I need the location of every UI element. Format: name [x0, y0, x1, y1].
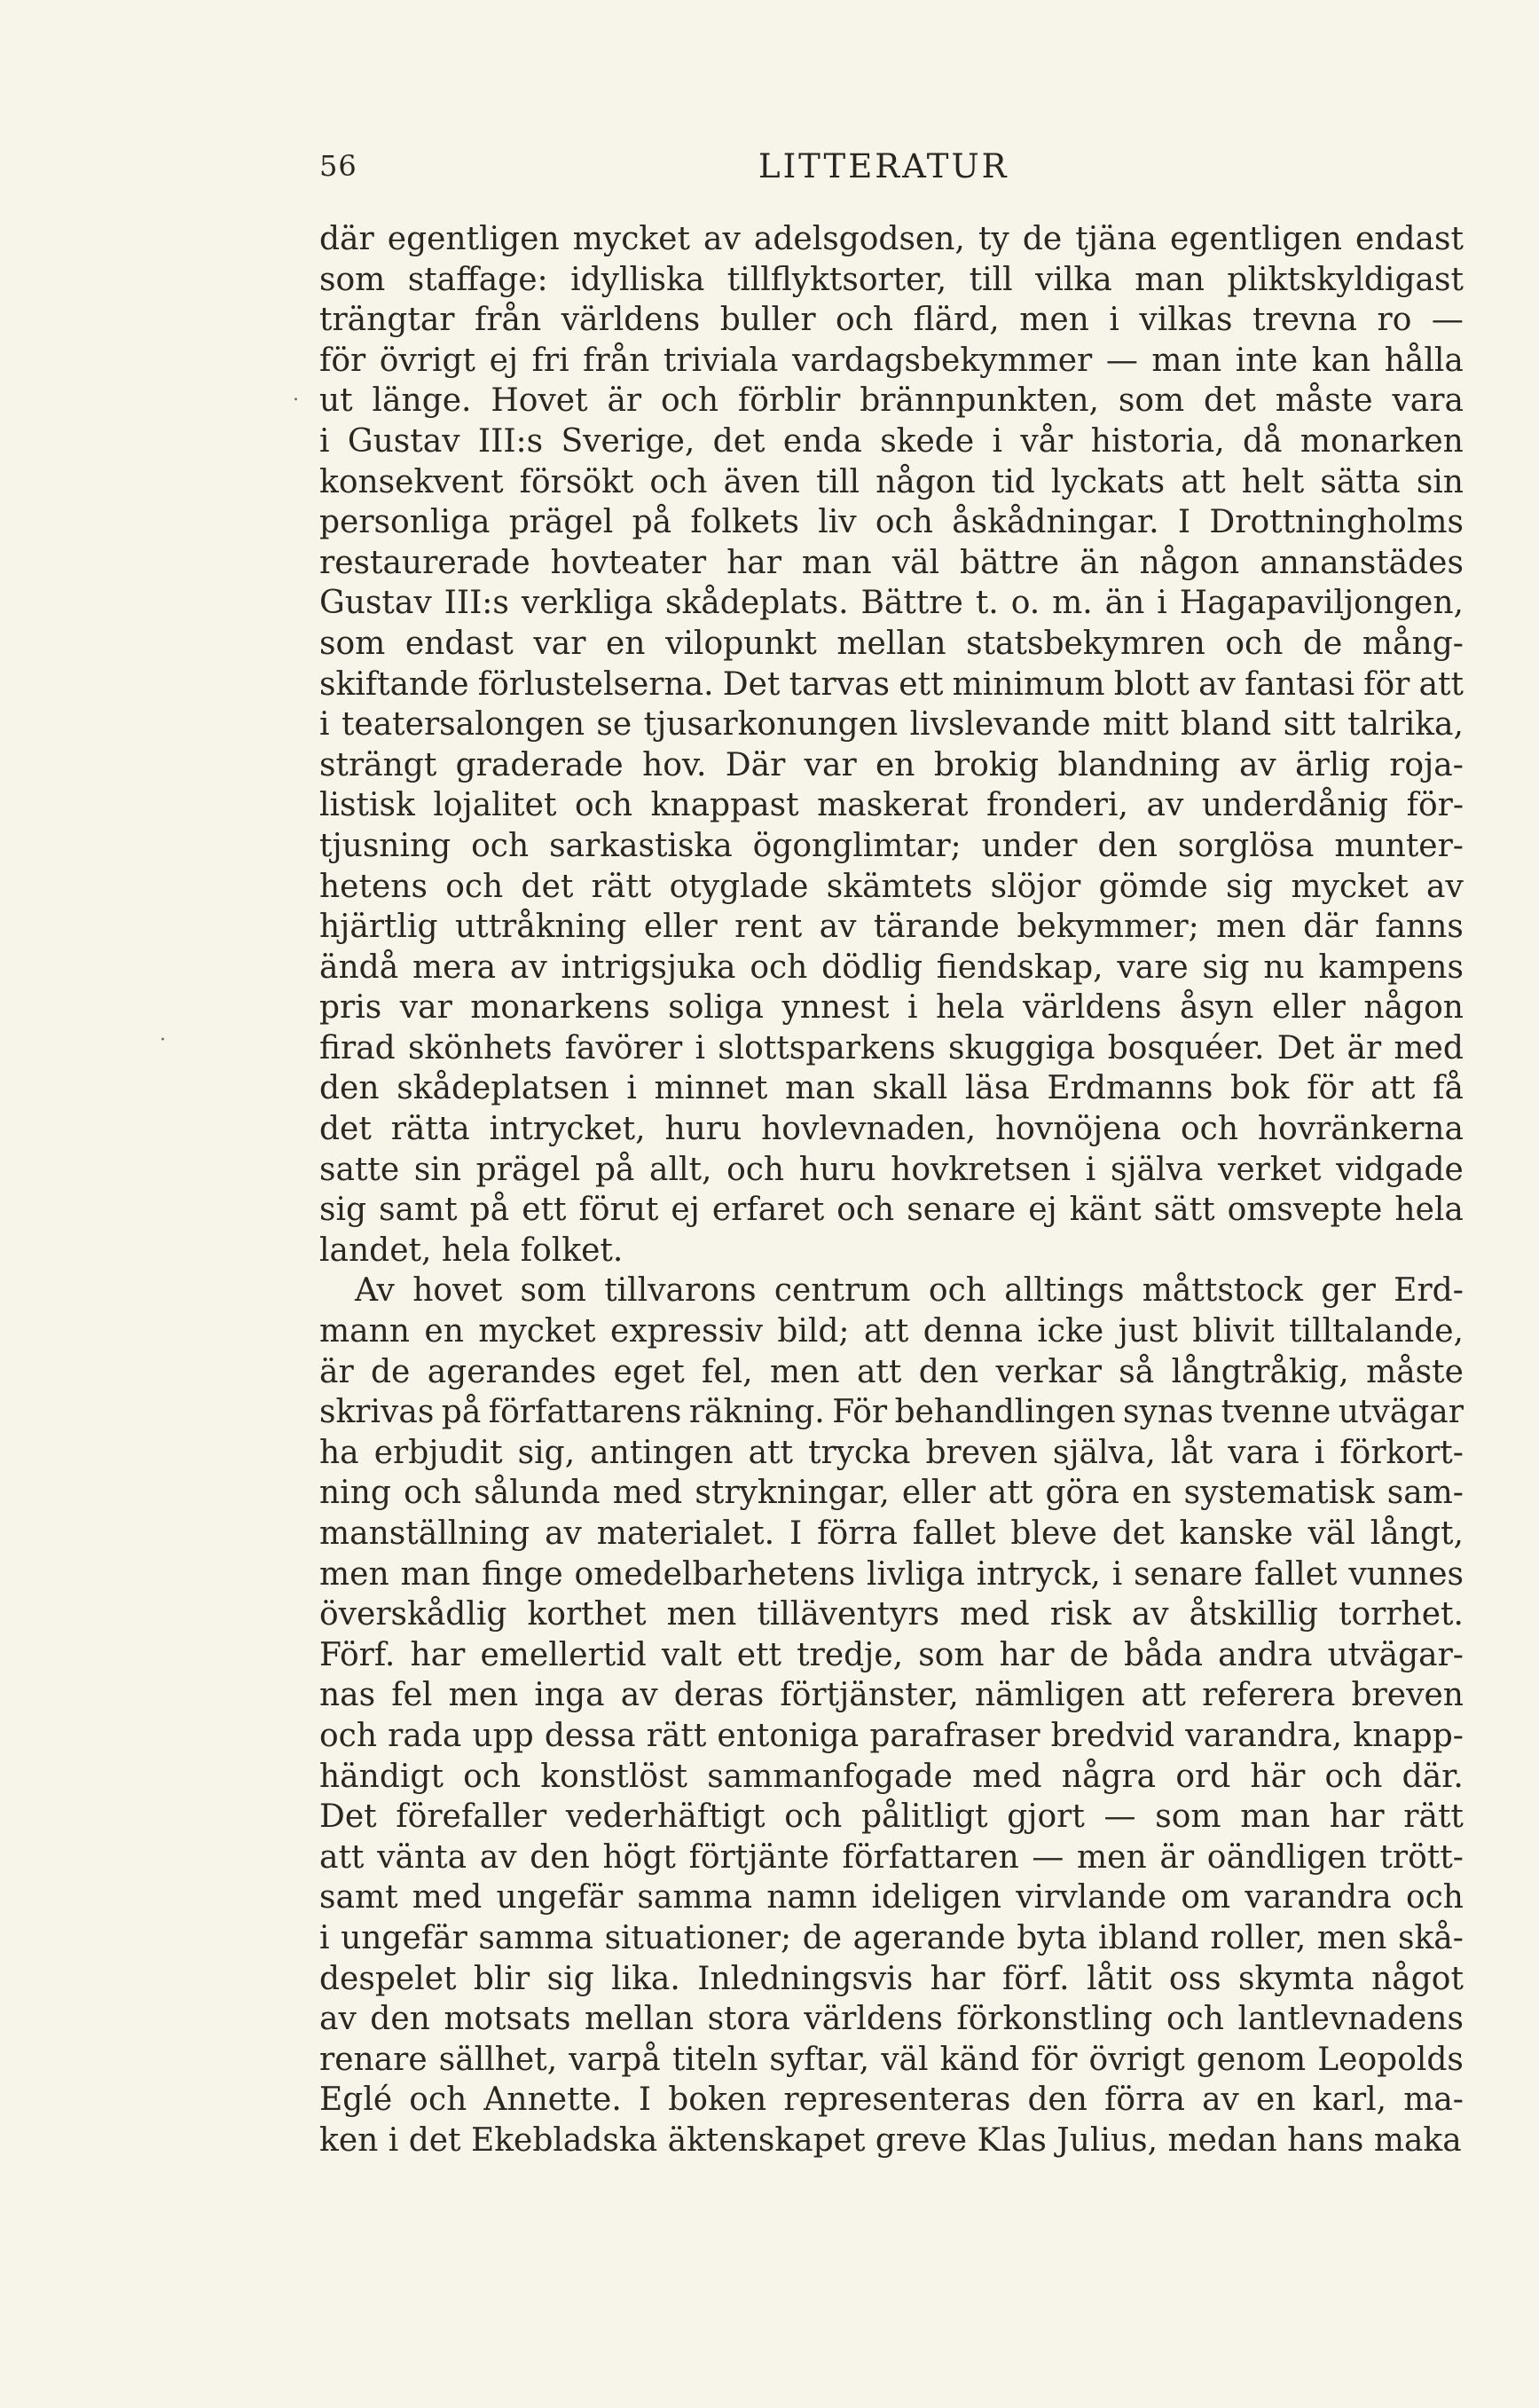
- text-line: i teatersalongen se tjusarkonungen livslevande mitt bland sitt talrika,: [319, 706, 1464, 744]
- text-line: personliga prägel på folkets liv och åskådningar. I Drottningholms: [319, 504, 1464, 541]
- text-line: strängt graderade hov. Där var en brokig blandning av ärlig roja-: [319, 746, 1464, 783]
- text-line: i ungefär samma situationer; de agerande byta ibland roller, men skå-: [319, 1919, 1464, 1956]
- text-line: Förf. har emellertid valt ett tredje, som har de båda andra utvägar-: [319, 1636, 1464, 1673]
- text-line: Eglé och Annette. I boken representeras den förra av en karl, ma-: [319, 2081, 1464, 2119]
- text-line: konsekvent försökt och även till någon tid lyckats att helt sätta sin: [319, 463, 1464, 500]
- text-line: ken i det Ekebladska äktenskapet greve Klas Julius, medan hans maka: [319, 2121, 1462, 2159]
- margin-mark: .: [293, 383, 299, 405]
- text-line: ha erbjudit sig, antingen att trycka breven själva, låt vara i förkort-: [319, 1434, 1464, 1471]
- text-line: som endast var en vilopunkt mellan statsbekymren och de mång-: [319, 625, 1464, 662]
- text-line: och rada upp dessa rätt entoniga parafraser bredvid varandra, knapp-: [319, 1717, 1464, 1754]
- text-line: det rätta intrycket, huru hovlevnaden, hovnöjena och hovränkerna: [319, 1111, 1464, 1148]
- text-line: ning och sålunda med strykningar, eller att göra en systematisk sam-: [319, 1475, 1464, 1512]
- text-line: tjusning och sarkastiska ögonglimtar; under den sorglösa munter-: [319, 827, 1464, 864]
- text-line: trängtar från världens buller och flärd, men i vilkas trevna ro —: [319, 302, 1464, 339]
- text-line: satte sin prägel på allt, och huru hovkretsen i själva verket vidgade: [319, 1151, 1464, 1188]
- text-line: skiftande förlustelserna. Det tarvas ett minimum blott av fantasi för att: [319, 665, 1464, 703]
- text-line: restaurerade hovteater har man väl bättre än någon annanstädes: [319, 544, 1464, 581]
- text-line: är de agerandes eget fel, men att den verkar så långtråkig, måste: [319, 1353, 1464, 1390]
- text-line: men man finge omedelbarhetens livliga intryck, i senare fallet vunnes: [319, 1555, 1464, 1593]
- text-line: den skådeplatsen i minnet man skall läsa Erdmanns bok för att få: [319, 1070, 1464, 1107]
- margin-mark: ·: [160, 1029, 166, 1051]
- text-line: ändå mera av intrigsjuka och dödlig fiendskap, vare sig nu kampens: [319, 948, 1464, 986]
- text-line: samt med ungefär samma namn ideligen virvlande om varandra och: [319, 1879, 1464, 1916]
- text-line: Det förefaller vederhäftigt och pålitligt gjort — som man har rätt: [319, 1798, 1464, 1836]
- text-line: pris var monarkens soliga ynnest i hela världens åsyn eller någon: [319, 989, 1464, 1027]
- running-head: LITTERATUR: [758, 147, 1009, 185]
- text-line: Gustav III:s verkliga skådeplats. Bättre t. o. m. än i Hagapaviljongen,: [319, 585, 1464, 622]
- text-line: av den motsats mellan stora världens förkonstling och lantlevnadens: [319, 2001, 1464, 2038]
- text-line: händigt och konstlöst sammanfogade med några ord här och där.: [319, 1758, 1464, 1795]
- page-number: 56: [319, 149, 357, 183]
- text-line: hetens och det rätt otyglade skämtets slöjor gömde sig mycket av: [319, 868, 1464, 905]
- text-line: manställning av materialet. I förra fallet bleve det kanske väl långt,: [319, 1515, 1464, 1552]
- text-line: sig samt på ett förut ej erfaret och senare ej känt sätt omsvepte hela: [319, 1192, 1464, 1229]
- text-line: där egentligen mycket av adelsgodsen, ty de tjäna egentligen endast: [319, 221, 1464, 257]
- text-line: mann en mycket expressiv bild; att denna icke just blivit tilltalande,: [319, 1313, 1464, 1350]
- text-line: nas fel men inga av deras förtjänster, nämligen att referera breven: [319, 1677, 1464, 1714]
- text-line: att vänta av den högt förtjänte författaren — men är oändligen trött-: [319, 1838, 1464, 1876]
- text-line: landet, hela folket.: [319, 1232, 624, 1269]
- text-line: i Gustav III:s Sverige, det enda skede i vår historia, då monarken: [319, 422, 1464, 460]
- text-line: skrivas på författarens räkning. För behandlingen synas tvenne utvägar: [319, 1394, 1464, 1431]
- text-line: ut länge. Hovet är och förblir brännpunkten, som det måste vara: [319, 382, 1464, 420]
- text-line: despelet blir sig lika. Inledningsvis har förf. låtit oss skymta något: [319, 1960, 1464, 1997]
- text-line: listisk lojalitet och knappast maskerat fronderi, av underdånig för-: [319, 787, 1464, 824]
- text-line: firad skönhets favörer i slottsparkens skuggiga bosquéer. Det är med: [319, 1029, 1464, 1066]
- text-line: hjärtlig uttråkning eller rent av tärande bekymmer; men där fanns: [319, 909, 1464, 946]
- body-text: [319, 219, 1464, 2161]
- text-line: för övrigt ej fri från triviala vardagsbekymmer — man inte kan hålla: [319, 342, 1464, 379]
- text-line: överskådlig korthet men tilläventyrs med risk av åtskillig torrhet.: [319, 1596, 1464, 1633]
- text-line: renare sällhet, varpå titeln syftar, väl känd för övrigt genom Leopolds: [319, 2041, 1464, 2078]
- text-line: som staffage: idylliska tillflyktsorter, till vilka man pliktskyldigast: [319, 261, 1464, 298]
- text-line: Av hovet som tillvarons centrum och alltings måttstock ger Erd-: [355, 1272, 1464, 1310]
